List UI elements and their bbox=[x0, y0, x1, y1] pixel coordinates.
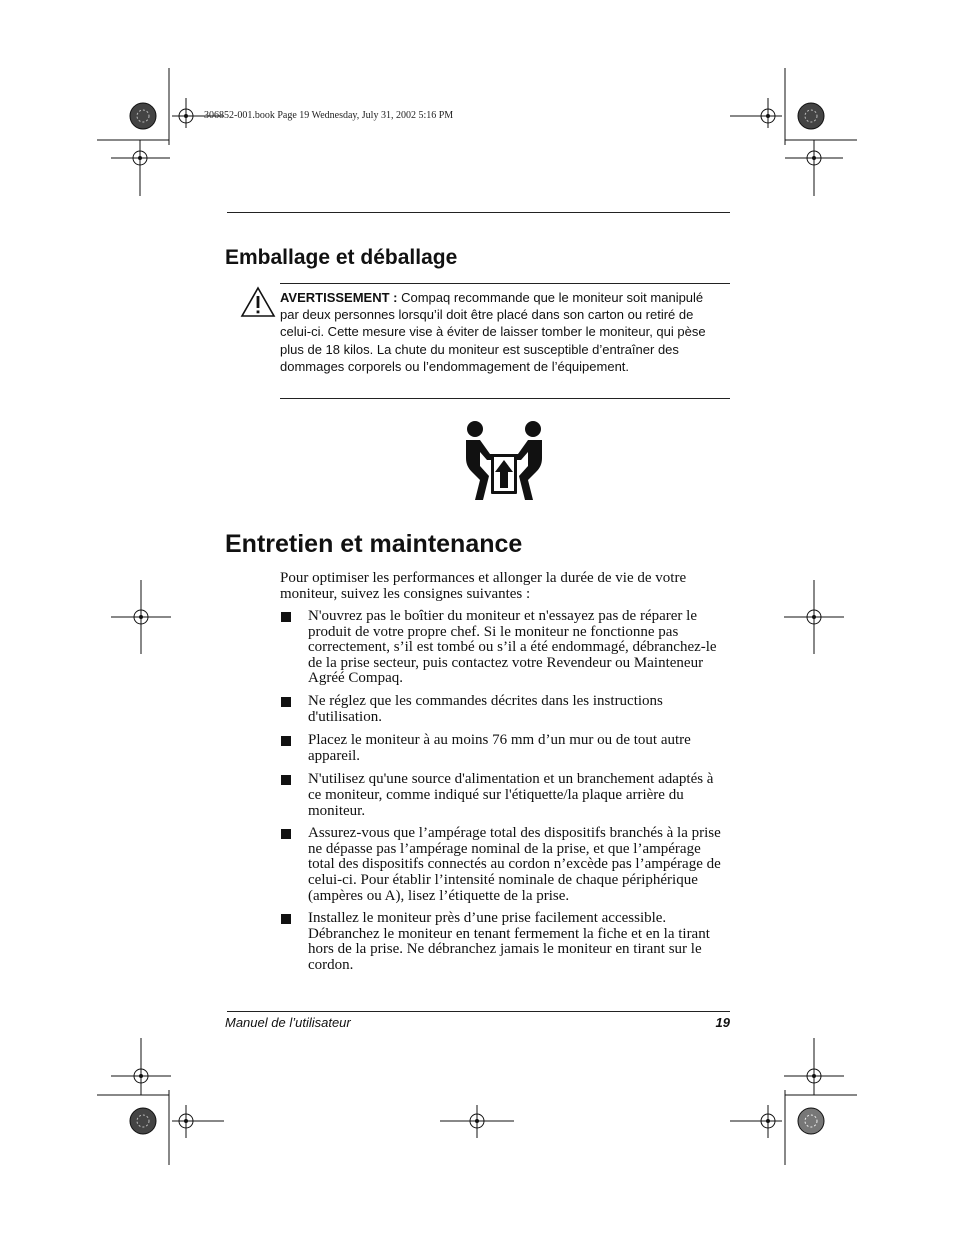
warning-top-rule bbox=[280, 283, 730, 284]
intro-paragraph: Pour optimiser les performances et allonger la durée de vie de votre moniteur, suivez les consignes suivantes : bbox=[280, 570, 687, 602]
bullet-square-icon bbox=[281, 775, 291, 785]
bullet-square-icon bbox=[281, 612, 291, 622]
list-item: Placez le moniteur à au moins 76 mm d’un mur ou de tout autre appareil. bbox=[280, 733, 730, 764]
footer-rule bbox=[227, 1011, 730, 1012]
warning-label: AVERTISSEMENT : bbox=[280, 290, 398, 305]
header-rule bbox=[227, 212, 730, 213]
section-title: Emballage et déballage bbox=[225, 246, 458, 269]
maintenance-list bbox=[280, 609, 730, 973]
page-number: 19 bbox=[715, 1015, 730, 1030]
two-person-lift-icon bbox=[462, 420, 546, 506]
warning-triangle-icon bbox=[240, 286, 276, 318]
main-title: Entretien et maintenance bbox=[225, 530, 523, 558]
footer-title: Manuel de l’utilisateur bbox=[225, 1015, 351, 1030]
warning-block bbox=[280, 289, 710, 375]
list-item: N'ouvrez pas le boîtier du moniteur et n'essayez pas de réparer le produit de votre propre chef. Si le moniteur ne fonctionne pas correctement, s’il est tombé ou s’il a été endommagé, débranchez-le de la prise secteur, puis contactez votre Revendeur ou Mainteneur Agréé Compaq. bbox=[280, 609, 730, 687]
print-slug: 306852-001.book Page 19 Wednesday, July 31, 2002 5:16 PM bbox=[204, 110, 454, 121]
list-item: N'utilisez qu'une source d'alimentation et un branchement adaptés à ce moniteur, comme indiqué sur l'étiquette/la plaque arrière du moniteur. bbox=[280, 772, 730, 819]
list-item: Assurez-vous que l’ampérage total des dispositifs branchés à la prise ne dépasse pas l’ampérage nominal de la prise, et que l’ampérage total des dispositifs connectés au cordon n’excède pas l’ampérage de celui-ci. Pour établir l’intensité nominale de chaque périphérique (ampères ou A), lisez l’étiquette de la prise. bbox=[280, 826, 730, 904]
bullet-square-icon bbox=[281, 736, 291, 746]
list-item: Ne réglez que les commandes décrites dans les instructions d'utilisation. bbox=[280, 694, 730, 725]
warning-text: Compaq recommande que le moniteur soit manipulé par deux personnes lorsqu’il doit être placé dans son carton ou retiré de celui-ci. Cette mesure vise à éviter de laisser tomber le moniteur, qui pèse plus de 18 kilos. La chute du moniteur est susceptible d’entraîner des dommages corporels ou l’endommagement de l’équipement. bbox=[280, 290, 706, 374]
bullet-square-icon bbox=[281, 697, 291, 707]
bullet-square-icon bbox=[281, 914, 291, 924]
warning-bottom-rule bbox=[280, 398, 730, 399]
list-item: Installez le moniteur près d’une prise facilement accessible. Débranchez le moniteur en tenant fermement la fiche et en la tirant hors de la prise. Ne débranchez jamais le moniteur en tirant sur le cordon. bbox=[280, 911, 730, 973]
bullet-square-icon bbox=[281, 829, 291, 839]
